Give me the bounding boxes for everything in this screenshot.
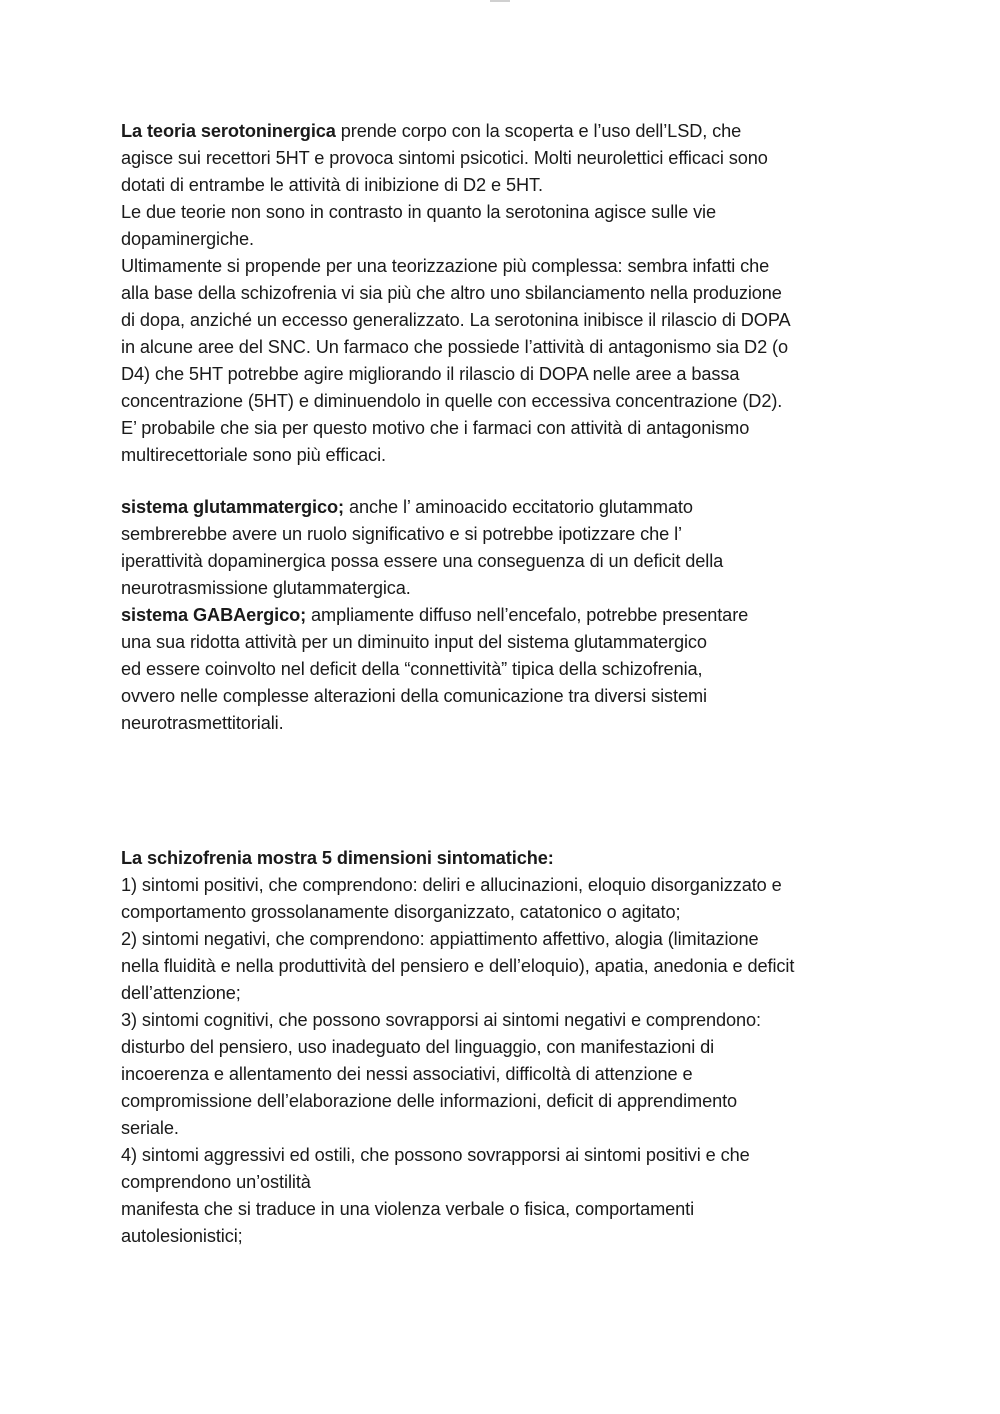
text-line: D4) che 5HT potrebbe agire migliorando il rilascio di DOPA nelle aree a bassa — [121, 364, 740, 384]
text-line: sembrerebbe avere un ruolo significativo e si potrebbe ipotizzare che l’ — [121, 524, 682, 544]
text-line — [121, 118, 891, 145]
text-line: concentrazione (5HT) e diminuendolo in quelle con eccessiva concentrazione (D2). — [121, 391, 783, 411]
page-header-mark — [490, 0, 510, 2]
text-line: manifesta che si traduce in una violenza verbale o fisica, comportamenti — [121, 1199, 695, 1219]
text-line — [121, 602, 891, 629]
paragraph-serotonergic-theory — [121, 118, 891, 469]
paragraph-symptom-dimensions — [121, 845, 891, 1250]
text-line: di dopa, anziché un eccesso generalizzato. La serotonina inibisce il rilascio di DOPA — [121, 310, 791, 330]
text-line: multirecettoriale sono più efficaci. — [121, 445, 386, 465]
text-line: comprendono un’ostilità — [121, 1172, 311, 1192]
text-line: E’ probabile che sia per questo motivo che i farmaci con attività di antagonismo — [121, 418, 750, 438]
text-line — [121, 494, 891, 521]
bold-term: La teoria serotoninergica — [121, 121, 336, 141]
bold-term: sistema glutammatergico; — [121, 497, 344, 517]
text-line: dopaminergiche. — [121, 229, 254, 249]
text-line: ed essere coinvolto nel deficit della “connettività” tipica della schizofrenia, — [121, 659, 703, 679]
text-line: 3) sintomi cognitivi, che possono sovrapporsi ai sintomi negativi e comprendono: — [121, 1010, 762, 1030]
text-line: seriale. — [121, 1118, 179, 1138]
text-line: 4) sintomi aggressivi ed ostili, che possono sovrapporsi ai sintomi positivi e che — [121, 1145, 750, 1165]
text-run: ampliamente diffuso nell’encefalo, potrebbe presentare — [306, 605, 749, 625]
text-line: disturbo del pensiero, uso inadeguato del linguaggio, con manifestazioni di — [121, 1037, 715, 1057]
text-line: una sua ridotta attività per un diminuito input del sistema glutammatergico — [121, 632, 707, 652]
text-line: in alcune aree del SNC. Un farmaco che possiede l’attività di antagonismo sia D2 (o — [121, 337, 789, 357]
text-line: alla base della schizofrenia vi sia più che altro uno sbilanciamento nella produzione — [121, 283, 782, 303]
text-line: neurotrasmettitoriali. — [121, 713, 284, 733]
text-line: Le due teorie non sono in contrasto in quanto la serotonina agisce sulle vie — [121, 202, 717, 222]
paragraph-other-systems — [121, 494, 891, 737]
text-line: dell’attenzione; — [121, 983, 241, 1003]
text-line: dotati di entrambe le attività di inibizione di D2 e 5HT. — [121, 175, 543, 195]
text-line: agisce sui recettori 5HT e provoca sintomi psicotici. Molti neurolettici efficaci sono — [121, 148, 768, 168]
text-line: incoerenza e allentamento dei nessi associativi, difficoltà di attenzione e — [121, 1064, 693, 1084]
text-run: anche l’ aminoacido eccitatorio glutammato — [344, 497, 693, 517]
text-line: iperattività dopaminergica possa essere una conseguenza di un deficit della — [121, 551, 724, 571]
text-line: neurotrasmissione glutammatergica. — [121, 578, 411, 598]
text-line: compromissione dell’elaborazione delle informazioni, deficit di apprendimento — [121, 1091, 738, 1111]
text-line: comportamento grossolanamente disorganizzato, catatonico o agitato; — [121, 902, 681, 922]
section-heading — [121, 845, 891, 872]
text-line: 2) sintomi negativi, che comprendono: appiattimento affettivo, alogia (limitazione — [121, 929, 759, 949]
heading-text: La schizofrenia mostra 5 dimensioni sintomatiche: — [121, 848, 554, 868]
bold-term: sistema GABAergico; — [121, 605, 307, 625]
text-line: nella fluidità e nella produttività del pensiero e dell’eloquio), apatia, anedonia e deficit — [121, 956, 795, 976]
text-line: 1) sintomi positivi, che comprendono: deliri e allucinazioni, eloquio disorganizzato e — [121, 875, 782, 895]
text-line: ovvero nelle complesse alterazioni della comunicazione tra diversi sistemi — [121, 686, 707, 706]
text-run: prende corpo con la scoperta e l’uso dell’LSD, che — [335, 121, 742, 141]
text-line: Ultimamente si propende per una teorizzazione più complessa: sembra infatti che — [121, 256, 770, 276]
text-line: autolesionistici; — [121, 1226, 243, 1246]
